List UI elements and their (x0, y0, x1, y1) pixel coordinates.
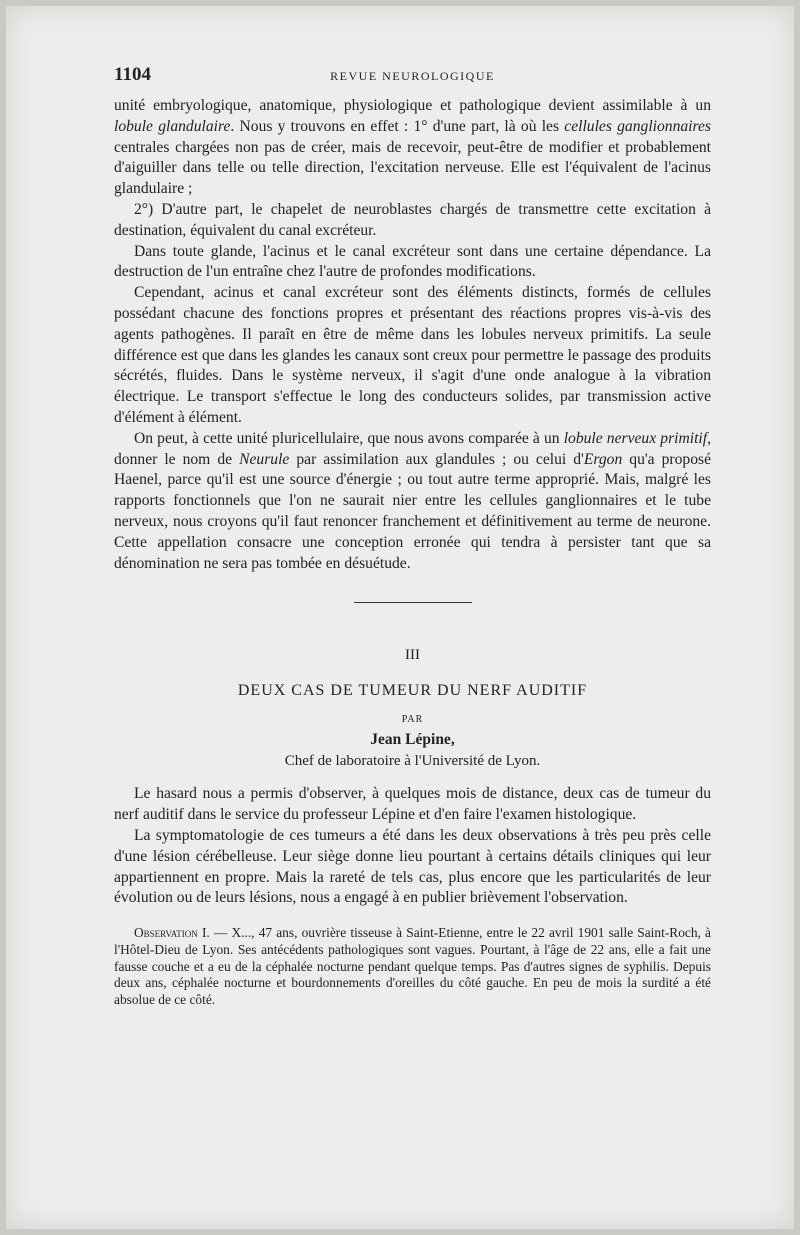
page-header (114, 56, 711, 96)
byline-par: PAR (401, 714, 424, 726)
observation-paragraph: Observation I. — X..., 47 ans, ouvrière tisseuse à Saint-Etienne, entre le 22 avril 1901 salle Saint-Roch, à l'Hôtel-Dieu de Lyon. Ses antécédents pathologiques sont vagues. Pourtant, à l'âge de 22 ans, elle a fait une fausse couche et a eu de la céphalée nocturne pendant quelque temps. Pas d'autres signes de syphilis. Depuis deux ans, céphalée nocturne et bourdonnements d'oreilles du côté gauche. En peu de mois la surdité a été absolue de ce côté. (114, 925, 711, 1007)
page-number: 1104 (114, 64, 151, 85)
article-paragraph-2: La symptomatologie de ces tumeurs a été dans les deux observations à très peu près celle d'une lésion cérébelleuse. Leur siège donne lieu pourtant à certains détails cliniques qui leur appartiennent en propre. Mais la rareté de tels cas, plus encore que les particularités de leur évolution ou de leurs lésions, nous a engagé à en publier brièvement l'observation. (114, 826, 711, 907)
article-number: III (405, 647, 420, 664)
author-name: Jean Lépine, (370, 731, 455, 749)
paragraph-3: Dans toute glande, l'acinus et le canal excréteur sont dans une certaine dépendance. La destruction de l'un entraîne chez l'autre de profondes modifications. (114, 242, 711, 281)
running-head: REVUE NEUROLOGIQUE (330, 69, 495, 83)
journal-page (6, 6, 794, 1229)
observation-label: Observation I. (134, 925, 210, 941)
paragraph-4: Cependant, acinus et canal excréteur sont des éléments distincts, formés de cellules possédant chacune des fonctions propres et présentant des réactions propres vis-à-vis des agents pathogènes. Il paraît en être de même dans les lobules nerveux primitifs. La seule différence est que dans les glandes les canaux sont creux pour permettre le passage des produits sécrétés, fluides. Dans le système nerveux, il s'agit d'une onde analogue à la vibration électrique. Le transport s'effectue le long des conducteurs solides, par transmission active d'élément à élément. (114, 284, 711, 426)
page-content (114, 56, 711, 1009)
paragraph-2: 2°) D'autre part, le chapelet de neuroblastes chargés de transmettre cette excitation à destination, équivalent du canal excréteur. (114, 200, 711, 239)
section-divider (354, 602, 472, 603)
paragraph-1: unité embryologique, anatomique, physiologique et pathologique devient assimilable à un lobule glandulaire. Nous y trouvons en effet : 1° d'une part, là où les cellules ganglionnaires centrales chargées non pas de créer, mais de recevoir, peut-être de modifier et probablement d'aiguiller dans telle ou telle direction, l'excitation nerveuse. Elle est l'équivalent de l'acinus glandulaire ; (114, 97, 711, 198)
article-title: DEUX CAS DE TUMEUR DU NERF AUDITIF (237, 682, 588, 700)
author-affiliation: Chef de laboratoire à l'Université de Lyon. (284, 753, 541, 770)
paragraph-5: On peut, à cette unité pluricellulaire, que nous avons comparée à un lobule nerveux primitif, donner le nom de Neurule par assimilation aux glandules ; ou celui d'Ergon qu'a proposé Haenel, parce qu'il est une source d'énergie ; ou tout autre terme approprié. Mais, malgré les rapports fonctionnels que l'on ne saurait nier entre les cellules ganglionnaires et le tube nerveux, nous croyons qu'il faut renoncer franchement et définitivement au terme de neurone. Cette appellation consacre une conception erronée qui tendra à persister tant que sa dénomination ne sera pas tombée en désuétude. (114, 429, 711, 572)
article-paragraph-1: Le hasard nous a permis d'observer, à quelques mois de distance, deux cas de tumeur du nerf auditif dans le service du professeur Lépine et d'en faire l'examen histologique. (114, 785, 711, 824)
